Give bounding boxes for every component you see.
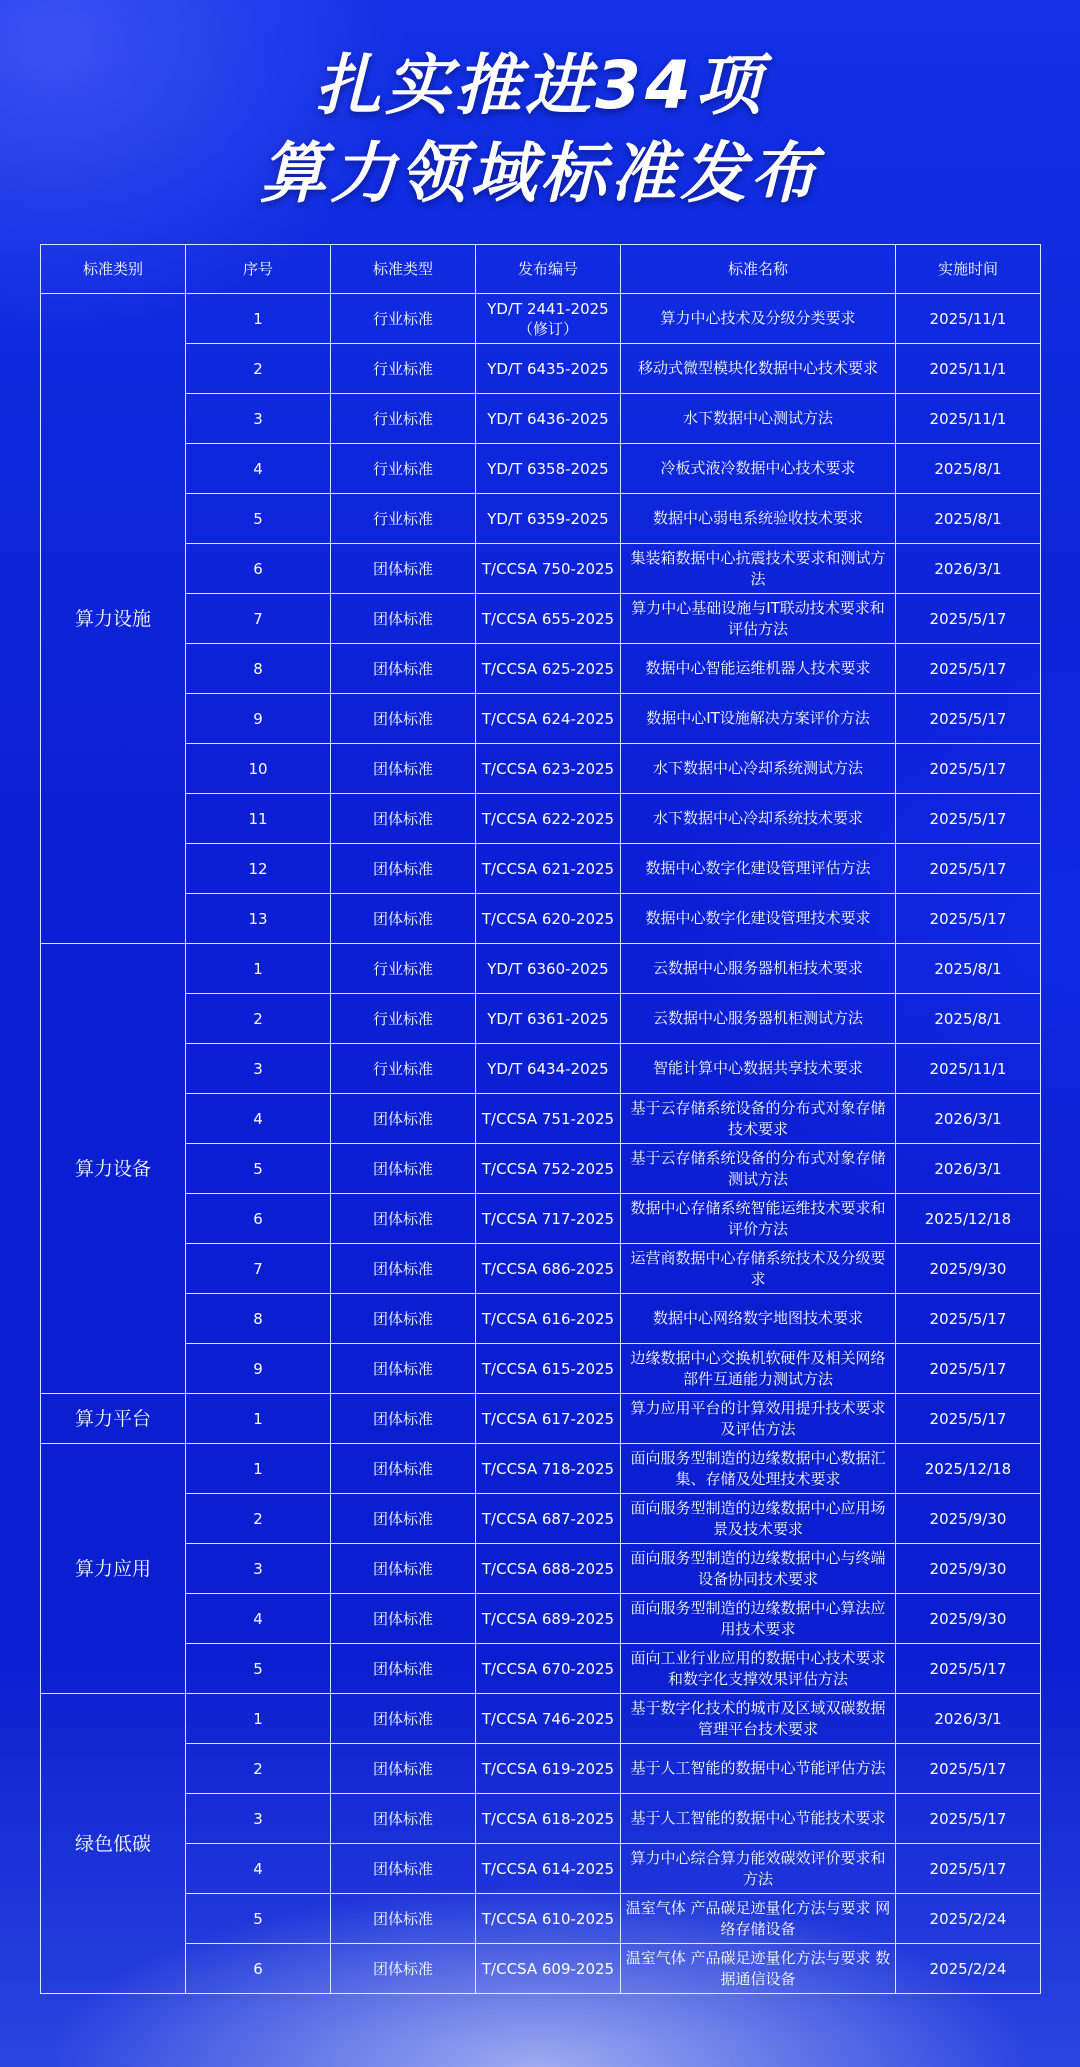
implementation-date-cell: 2025/11/1 bbox=[896, 344, 1041, 394]
row-index-cell: 6 bbox=[186, 1944, 331, 1994]
standard-type-cell: 行业标准 bbox=[331, 994, 476, 1044]
release-number-cell: YD/T 6359-2025 bbox=[476, 494, 621, 544]
header-index: 序号 bbox=[186, 245, 331, 294]
header-standard-type: 标准类型 bbox=[331, 245, 476, 294]
standard-name-cell: 数据中心存储系统智能运维技术要求和评价方法 bbox=[621, 1194, 896, 1244]
row-index-cell: 1 bbox=[186, 1394, 331, 1444]
implementation-date-cell: 2025/5/17 bbox=[896, 1844, 1041, 1894]
implementation-date-cell: 2025/5/17 bbox=[896, 744, 1041, 794]
category-cell: 算力设施 bbox=[41, 294, 186, 944]
standard-name-cell: 面向工业行业应用的数据中心技术要求和数字化支撑效果评估方法 bbox=[621, 1644, 896, 1694]
table-row bbox=[41, 394, 1041, 444]
standard-name-cell: 算力中心技术及分级分类要求 bbox=[621, 294, 896, 344]
table-row bbox=[41, 994, 1041, 1044]
release-number-cell: T/CCSA 609-2025 bbox=[476, 1944, 621, 1994]
standard-type-cell: 行业标准 bbox=[331, 944, 476, 994]
table-row bbox=[41, 1444, 1041, 1494]
standard-type-cell: 团体标准 bbox=[331, 544, 476, 594]
standard-name-cell: 基于云存储系统设备的分布式对象存储技术要求 bbox=[621, 1094, 896, 1144]
table-row bbox=[41, 1644, 1041, 1694]
table-row bbox=[41, 294, 1041, 344]
row-index-cell: 7 bbox=[186, 594, 331, 644]
table-row bbox=[41, 1244, 1041, 1294]
standard-name-cell: 算力应用平台的计算效用提升技术要求及评估方法 bbox=[621, 1394, 896, 1444]
release-number-cell: T/CCSA 617-2025 bbox=[476, 1394, 621, 1444]
implementation-date-cell: 2025/5/17 bbox=[896, 1394, 1041, 1444]
table-row bbox=[41, 1594, 1041, 1644]
standard-type-cell: 行业标准 bbox=[331, 494, 476, 544]
row-index-cell: 8 bbox=[186, 1294, 331, 1344]
standard-type-cell: 团体标准 bbox=[331, 744, 476, 794]
row-index-cell: 5 bbox=[186, 1894, 331, 1944]
implementation-date-cell: 2026/3/1 bbox=[896, 1144, 1041, 1194]
standard-name-cell: 移动式微型模块化数据中心技术要求 bbox=[621, 344, 896, 394]
standard-name-cell: 数据中心网络数字地图技术要求 bbox=[621, 1294, 896, 1344]
release-number-cell: T/CCSA 619-2025 bbox=[476, 1744, 621, 1794]
row-index-cell: 10 bbox=[186, 744, 331, 794]
standard-type-cell: 团体标准 bbox=[331, 844, 476, 894]
implementation-date-cell: 2025/5/17 bbox=[896, 1744, 1041, 1794]
table-row bbox=[41, 1694, 1041, 1744]
implementation-date-cell: 2025/8/1 bbox=[896, 494, 1041, 544]
row-index-cell: 1 bbox=[186, 1444, 331, 1494]
standard-name-cell: 温室气体 产品碳足迹量化方法与要求 网络存储设备 bbox=[621, 1894, 896, 1944]
implementation-date-cell: 2025/8/1 bbox=[896, 944, 1041, 994]
release-number-cell: YD/T 6358-2025 bbox=[476, 444, 621, 494]
standard-name-cell: 数据中心弱电系统验收技术要求 bbox=[621, 494, 896, 544]
release-number-cell: T/CCSA 655-2025 bbox=[476, 594, 621, 644]
header-category: 标准类别 bbox=[41, 245, 186, 294]
release-number-cell: T/CCSA 621-2025 bbox=[476, 844, 621, 894]
table-body bbox=[41, 294, 1041, 1994]
row-index-cell: 4 bbox=[186, 1594, 331, 1644]
row-index-cell: 5 bbox=[186, 1144, 331, 1194]
standard-type-cell: 团体标准 bbox=[331, 1294, 476, 1344]
implementation-date-cell: 2025/12/18 bbox=[896, 1194, 1041, 1244]
standard-type-cell: 团体标准 bbox=[331, 1844, 476, 1894]
standard-name-cell: 面向服务型制造的边缘数据中心应用场景及技术要求 bbox=[621, 1494, 896, 1544]
standard-type-cell: 团体标准 bbox=[331, 1544, 476, 1594]
standard-name-cell: 算力中心综合算力能效碳效评价要求和方法 bbox=[621, 1844, 896, 1894]
table-row bbox=[41, 944, 1041, 994]
release-number-cell: T/CCSA 620-2025 bbox=[476, 894, 621, 944]
standard-name-cell: 面向服务型制造的边缘数据中心算法应用技术要求 bbox=[621, 1594, 896, 1644]
table-row bbox=[41, 1144, 1041, 1194]
row-index-cell: 11 bbox=[186, 794, 331, 844]
standard-type-cell: 团体标准 bbox=[331, 1594, 476, 1644]
row-index-cell: 9 bbox=[186, 1344, 331, 1394]
category-cell: 绿色低碳 bbox=[41, 1694, 186, 1994]
release-number-cell: T/CCSA 687-2025 bbox=[476, 1494, 621, 1544]
row-index-cell: 1 bbox=[186, 944, 331, 994]
release-number-cell: T/CCSA 746-2025 bbox=[476, 1694, 621, 1744]
standard-name-cell: 数据中心数字化建设管理技术要求 bbox=[621, 894, 896, 944]
table-row bbox=[41, 544, 1041, 594]
standard-name-cell: 数据中心智能运维机器人技术要求 bbox=[621, 644, 896, 694]
standard-type-cell: 团体标准 bbox=[331, 1194, 476, 1244]
table-row bbox=[41, 1894, 1041, 1944]
standards-table-container bbox=[40, 244, 1040, 1994]
standard-name-cell: 水下数据中心冷却系统技术要求 bbox=[621, 794, 896, 844]
release-number-cell: T/CCSA 686-2025 bbox=[476, 1244, 621, 1294]
implementation-date-cell: 2025/9/30 bbox=[896, 1594, 1041, 1644]
standard-name-cell: 冷板式液冷数据中心技术要求 bbox=[621, 444, 896, 494]
standard-type-cell: 行业标准 bbox=[331, 1044, 476, 1094]
row-index-cell: 3 bbox=[186, 1794, 331, 1844]
standard-name-cell: 温室气体 产品碳足迹量化方法与要求 数据通信设备 bbox=[621, 1944, 896, 1994]
implementation-date-cell: 2025/2/24 bbox=[896, 1894, 1041, 1944]
table-row bbox=[41, 1394, 1041, 1444]
standard-name-cell: 云数据中心服务器机柜技术要求 bbox=[621, 944, 896, 994]
standard-name-cell: 算力中心基础设施与IT联动技术要求和评估方法 bbox=[621, 594, 896, 644]
standard-name-cell: 数据中心数字化建设管理评估方法 bbox=[621, 844, 896, 894]
implementation-date-cell: 2025/11/1 bbox=[896, 294, 1041, 344]
standard-type-cell: 团体标准 bbox=[331, 1794, 476, 1844]
standard-type-cell: 团体标准 bbox=[331, 1344, 476, 1394]
standard-type-cell: 行业标准 bbox=[331, 294, 476, 344]
table-row bbox=[41, 1544, 1041, 1594]
implementation-date-cell: 2025/11/1 bbox=[896, 1044, 1041, 1094]
release-number-cell: T/CCSA 615-2025 bbox=[476, 1344, 621, 1394]
header-release-number: 发布编号 bbox=[476, 245, 621, 294]
row-index-cell: 1 bbox=[186, 1694, 331, 1744]
implementation-date-cell: 2025/9/30 bbox=[896, 1494, 1041, 1544]
standard-type-cell: 团体标准 bbox=[331, 1644, 476, 1694]
standard-type-cell: 团体标准 bbox=[331, 1694, 476, 1744]
standard-type-cell: 团体标准 bbox=[331, 594, 476, 644]
row-index-cell: 2 bbox=[186, 1744, 331, 1794]
standard-type-cell: 行业标准 bbox=[331, 394, 476, 444]
row-index-cell: 1 bbox=[186, 294, 331, 344]
page-title-line-2: 算力领域标准发布 bbox=[260, 135, 820, 212]
standard-type-cell: 团体标准 bbox=[331, 1094, 476, 1144]
implementation-date-cell: 2025/2/24 bbox=[896, 1944, 1041, 1994]
standard-type-cell: 团体标准 bbox=[331, 1944, 476, 1994]
standard-name-cell: 智能计算中心数据共享技术要求 bbox=[621, 1044, 896, 1094]
standard-name-cell: 云数据中心服务器机柜测试方法 bbox=[621, 994, 896, 1044]
category-cell: 算力应用 bbox=[41, 1444, 186, 1694]
release-number-cell: YD/T 2441-2025（修订） bbox=[476, 294, 621, 344]
release-number-cell: YD/T 6361-2025 bbox=[476, 994, 621, 1044]
table-row bbox=[41, 1194, 1041, 1244]
release-number-cell: T/CCSA 750-2025 bbox=[476, 544, 621, 594]
standard-name-cell: 基于云存储系统设备的分布式对象存储测试方法 bbox=[621, 1144, 896, 1194]
row-index-cell: 5 bbox=[186, 494, 331, 544]
release-number-cell: T/CCSA 616-2025 bbox=[476, 1294, 621, 1344]
table-row bbox=[41, 1044, 1041, 1094]
standard-name-cell: 基于数字化技术的城市及区域双碳数据管理平台技术要求 bbox=[621, 1694, 896, 1744]
row-index-cell: 6 bbox=[186, 1194, 331, 1244]
row-index-cell: 7 bbox=[186, 1244, 331, 1294]
table-row bbox=[41, 644, 1041, 694]
release-number-cell: T/CCSA 622-2025 bbox=[476, 794, 621, 844]
table-row bbox=[41, 1844, 1041, 1894]
table-row bbox=[41, 1294, 1041, 1344]
implementation-date-cell: 2025/5/17 bbox=[896, 894, 1041, 944]
row-index-cell: 6 bbox=[186, 544, 331, 594]
release-number-cell: T/CCSA 718-2025 bbox=[476, 1444, 621, 1494]
standard-name-cell: 面向服务型制造的边缘数据中心数据汇集、存储及处理技术要求 bbox=[621, 1444, 896, 1494]
row-index-cell: 2 bbox=[186, 1494, 331, 1544]
table-row bbox=[41, 444, 1041, 494]
implementation-date-cell: 2025/5/17 bbox=[896, 694, 1041, 744]
implementation-date-cell: 2025/12/18 bbox=[896, 1444, 1041, 1494]
table-row bbox=[41, 1744, 1041, 1794]
implementation-date-cell: 2025/5/17 bbox=[896, 1344, 1041, 1394]
release-number-cell: T/CCSA 751-2025 bbox=[476, 1094, 621, 1144]
row-index-cell: 3 bbox=[186, 1044, 331, 1094]
implementation-date-cell: 2025/5/17 bbox=[896, 594, 1041, 644]
standard-name-cell: 面向服务型制造的边缘数据中心与终端设备协同技术要求 bbox=[621, 1544, 896, 1594]
release-number-cell: YD/T 6360-2025 bbox=[476, 944, 621, 994]
release-number-cell: YD/T 6434-2025 bbox=[476, 1044, 621, 1094]
release-number-cell: T/CCSA 625-2025 bbox=[476, 644, 621, 694]
row-index-cell: 4 bbox=[186, 444, 331, 494]
implementation-date-cell: 2025/5/17 bbox=[896, 1294, 1041, 1344]
row-index-cell: 2 bbox=[186, 994, 331, 1044]
release-number-cell: T/CCSA 689-2025 bbox=[476, 1594, 621, 1644]
row-index-cell: 3 bbox=[186, 1544, 331, 1594]
implementation-date-cell: 2025/9/30 bbox=[896, 1244, 1041, 1294]
release-number-cell: T/CCSA 752-2025 bbox=[476, 1144, 621, 1194]
standard-type-cell: 团体标准 bbox=[331, 1744, 476, 1794]
implementation-date-cell: 2025/5/17 bbox=[896, 844, 1041, 894]
standard-type-cell: 团体标准 bbox=[331, 1894, 476, 1944]
category-cell: 算力设备 bbox=[41, 944, 186, 1394]
release-number-cell: YD/T 6435-2025 bbox=[476, 344, 621, 394]
standard-type-cell: 团体标准 bbox=[331, 1394, 476, 1444]
row-index-cell: 3 bbox=[186, 394, 331, 444]
table-row bbox=[41, 594, 1041, 644]
row-index-cell: 12 bbox=[186, 844, 331, 894]
implementation-date-cell: 2025/11/1 bbox=[896, 394, 1041, 444]
standard-name-cell: 水下数据中心测试方法 bbox=[621, 394, 896, 444]
implementation-date-cell: 2025/5/17 bbox=[896, 1644, 1041, 1694]
table-row bbox=[41, 1094, 1041, 1144]
implementation-date-cell: 2026/3/1 bbox=[896, 1094, 1041, 1144]
implementation-date-cell: 2025/5/17 bbox=[896, 644, 1041, 694]
row-index-cell: 4 bbox=[186, 1094, 331, 1144]
release-number-cell: T/CCSA 618-2025 bbox=[476, 1794, 621, 1844]
header-implementation-date: 实施时间 bbox=[896, 245, 1041, 294]
table-row bbox=[41, 1344, 1041, 1394]
table-header-row bbox=[41, 245, 1041, 294]
release-number-cell: T/CCSA 717-2025 bbox=[476, 1194, 621, 1244]
table-row bbox=[41, 1494, 1041, 1544]
table-row bbox=[41, 744, 1041, 794]
release-number-cell: T/CCSA 623-2025 bbox=[476, 744, 621, 794]
standards-table bbox=[40, 244, 1041, 1994]
standard-type-cell: 团体标准 bbox=[331, 1144, 476, 1194]
row-index-cell: 5 bbox=[186, 1644, 331, 1694]
table-row bbox=[41, 344, 1041, 394]
standard-type-cell: 团体标准 bbox=[331, 694, 476, 744]
standard-type-cell: 团体标准 bbox=[331, 1444, 476, 1494]
release-number-cell: T/CCSA 688-2025 bbox=[476, 1544, 621, 1594]
row-index-cell: 13 bbox=[186, 894, 331, 944]
implementation-date-cell: 2025/5/17 bbox=[896, 794, 1041, 844]
implementation-date-cell: 2025/9/30 bbox=[896, 1544, 1041, 1594]
row-index-cell: 2 bbox=[186, 344, 331, 394]
release-number-cell: T/CCSA 610-2025 bbox=[476, 1894, 621, 1944]
table-row bbox=[41, 494, 1041, 544]
standard-name-cell: 运营商数据中心存储系统技术及分级要求 bbox=[621, 1244, 896, 1294]
standard-name-cell: 集装箱数据中心抗震技术要求和测试方法 bbox=[621, 544, 896, 594]
standard-type-cell: 行业标准 bbox=[331, 444, 476, 494]
implementation-date-cell: 2025/8/1 bbox=[896, 994, 1041, 1044]
table-row bbox=[41, 694, 1041, 744]
standard-type-cell: 团体标准 bbox=[331, 644, 476, 694]
table-row bbox=[41, 1794, 1041, 1844]
standard-type-cell: 团体标准 bbox=[331, 1244, 476, 1294]
table-row bbox=[41, 794, 1041, 844]
implementation-date-cell: 2025/5/17 bbox=[896, 1794, 1041, 1844]
release-number-cell: YD/T 6436-2025 bbox=[476, 394, 621, 444]
row-index-cell: 4 bbox=[186, 1844, 331, 1894]
page-title-line-1: 扎实推进34项 bbox=[315, 47, 765, 124]
release-number-cell: T/CCSA 670-2025 bbox=[476, 1644, 621, 1694]
row-index-cell: 9 bbox=[186, 694, 331, 744]
implementation-date-cell: 2026/3/1 bbox=[896, 1694, 1041, 1744]
release-number-cell: T/CCSA 624-2025 bbox=[476, 694, 621, 744]
standard-type-cell: 行业标准 bbox=[331, 344, 476, 394]
standard-name-cell: 基于人工智能的数据中心节能技术要求 bbox=[621, 1794, 896, 1844]
table-row bbox=[41, 844, 1041, 894]
standard-name-cell: 数据中心IT设施解决方案评价方法 bbox=[621, 694, 896, 744]
standard-name-cell: 水下数据中心冷却系统测试方法 bbox=[621, 744, 896, 794]
implementation-date-cell: 2026/3/1 bbox=[896, 544, 1041, 594]
table-row bbox=[41, 1944, 1041, 1994]
category-cell: 算力平台 bbox=[41, 1394, 186, 1444]
implementation-date-cell: 2025/8/1 bbox=[896, 444, 1041, 494]
standard-type-cell: 团体标准 bbox=[331, 794, 476, 844]
standard-name-cell: 基于人工智能的数据中心节能评估方法 bbox=[621, 1744, 896, 1794]
standard-name-cell: 边缘数据中心交换机软硬件及相关网络部件互通能力测试方法 bbox=[621, 1344, 896, 1394]
release-number-cell: T/CCSA 614-2025 bbox=[476, 1844, 621, 1894]
standard-type-cell: 团体标准 bbox=[331, 894, 476, 944]
row-index-cell: 8 bbox=[186, 644, 331, 694]
standard-type-cell: 团体标准 bbox=[331, 1494, 476, 1544]
header-standard-name: 标准名称 bbox=[621, 245, 896, 294]
table-row bbox=[41, 894, 1041, 944]
